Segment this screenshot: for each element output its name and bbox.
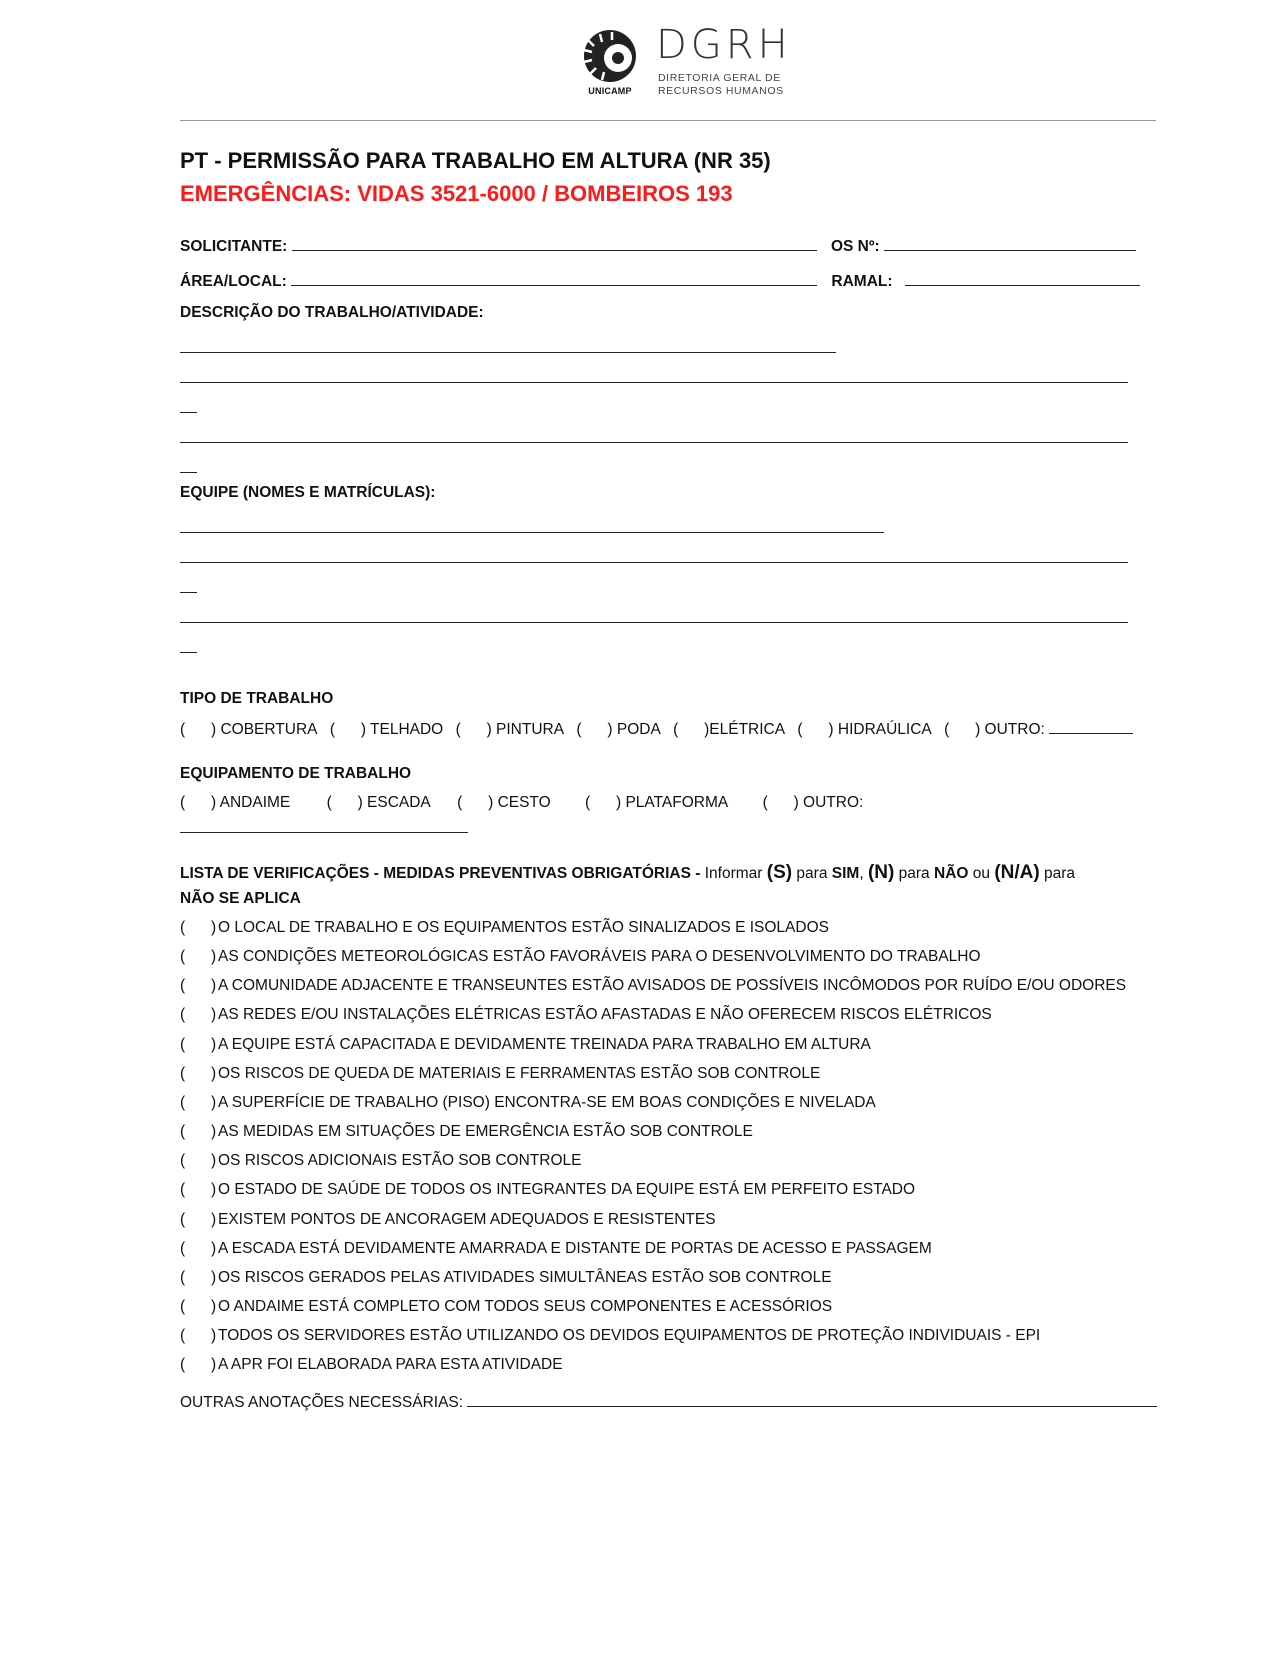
team-line-1[interactable] [180, 532, 884, 533]
work-type-outro[interactable]: ( ) OUTRO: [944, 719, 1133, 739]
team-line-3-wrap [180, 652, 197, 653]
work-type-pintura[interactable]: ( ) PINTURA [455, 721, 565, 738]
notes-row [180, 1392, 1157, 1412]
description-label: DESCRIÇÃO DO TRABALHO/ATIVIDADE: [180, 304, 484, 321]
team-line-3[interactable] [180, 622, 1128, 623]
ramal-label: RAMAL: [831, 273, 893, 290]
checklist-item[interactable]: ( ) O ANDAIME ESTÁ COMPLETO COM TODOS SEUS COMPONENTES E ACESSÓRIOS [180, 1298, 833, 1315]
checklist-item[interactable]: ( ) EXISTEM PONTOS DE ANCORAGEM ADEQUADOS E RESISTENTES [180, 1211, 716, 1228]
notes-field[interactable] [467, 1392, 1157, 1407]
area-row [180, 271, 1140, 291]
logo-subtitle-1: DIRETORIA GERAL DE [658, 72, 781, 84]
checklist-s: (S) [766, 862, 793, 883]
equipment-options [180, 794, 863, 812]
equipment-outro-field[interactable] [180, 832, 468, 833]
logo-subtitle-2: RECURSOS HUMANOS [658, 85, 784, 97]
checklist-para-3: para [1044, 865, 1076, 882]
description-line-2[interactable] [180, 382, 1128, 383]
team-line-2[interactable] [180, 562, 1128, 563]
logo-institution: UNICAMP [588, 86, 632, 96]
description-line-2-wrap [180, 412, 197, 413]
checklist-ou: ou [972, 865, 991, 882]
logo-acronym: DGRH [656, 22, 792, 68]
header-divider [180, 120, 1156, 121]
checklist-item[interactable]: ( ) O ESTADO DE SAÚDE DE TODOS OS INTEGRANTES DA EQUIPE ESTÁ EM PERFEITO ESTADO [180, 1181, 916, 1198]
checklist-sim: SIM [831, 865, 860, 882]
checklist-heading [180, 862, 1075, 884]
os-label: OS Nº: [830, 238, 880, 255]
dgrh-logo [580, 22, 800, 100]
checklist-item[interactable]: ( ) O LOCAL DE TRABALHO E OS EQUIPAMENTOS ESTÃO SINALIZADOS E ISOLADOS [180, 919, 829, 936]
checklist-para-2: para [898, 865, 930, 882]
description-line-1[interactable] [180, 352, 836, 353]
checklist-item[interactable]: ( ) A SUPERFÍCIE DE TRABALHO (PISO) ENCONTRA-SE EM BOAS CONDIÇÕES E NIVELADA [180, 1094, 876, 1111]
equipment-cesto[interactable]: ( ) CESTO [457, 794, 551, 811]
form-title: PT - PERMISSÃO PARA TRABALHO EM ALTURA (NR 35) [180, 148, 771, 173]
notes-label: OUTRAS ANOTAÇÕES NECESSÁRIAS: [180, 1394, 464, 1411]
description-line-3[interactable] [180, 442, 1128, 443]
equipment-heading: EQUIPAMENTO DE TRABALHO [180, 765, 412, 782]
checklist-na: (N/A) [994, 862, 1040, 883]
team-label: EQUIPE (NOMES E MATRÍCULAS): [180, 484, 436, 501]
equipment-escada[interactable]: ( ) ESCADA [326, 794, 431, 811]
requester-row [180, 236, 1136, 256]
work-type-heading: TIPO DE TRABALHO [180, 690, 334, 707]
checklist-comma: , [859, 865, 864, 882]
area-field[interactable] [291, 271, 817, 286]
checklist-para-1: para [796, 865, 828, 882]
work-type-eletrica[interactable]: ( )ELÉTRICA [673, 721, 786, 738]
ramal-field[interactable] [905, 271, 1140, 286]
checklist-item[interactable]: ( ) AS REDES E/OU INSTALAÇÕES ELÉTRICAS ESTÃO AFASTADAS E NÃO OFERECEM RISCOS ELÉTRICOS [180, 1006, 992, 1023]
checklist-inform: Informar [704, 865, 763, 882]
requester-label: SOLICITANTE: [180, 238, 288, 255]
checklist-item[interactable]: ( ) AS CONDIÇÕES METEOROLÓGICAS ESTÃO FAVORÁVEIS PARA O DESENVOLVIMENTO DO TRABALHO [180, 948, 981, 965]
checklist-nao: NÃO [934, 865, 969, 882]
checklist-na-label: NÃO SE APLICA [180, 890, 301, 907]
work-type-poda[interactable]: ( ) PODA [576, 721, 661, 738]
equipment-andaime[interactable]: ( ) ANDAIME [180, 794, 291, 811]
work-type-hidraulica[interactable]: ( ) HIDRAÚLICA [797, 721, 932, 738]
requester-field[interactable] [292, 236, 817, 251]
checklist-item[interactable]: ( ) A ESCADA ESTÁ DEVIDAMENTE AMARRADA E DISTANTE DE PORTAS DE ACESSO E PASSAGEM [180, 1240, 932, 1257]
checklist-item[interactable]: ( ) A COMUNIDADE ADJACENTE E TRANSEUNTES ESTÃO AVISADOS DE POSSÍVEIS INCÔMODOS POR RUÍDO E/OU ODORES [180, 977, 1127, 994]
checklist-title: LISTA DE VERIFICAÇÕES - MEDIDAS PREVENTIVAS OBRIGATÓRIAS - [180, 865, 701, 882]
checklist-item[interactable]: ( ) A APR FOI ELABORADA PARA ESTA ATIVIDADE [180, 1356, 563, 1373]
checklist-item[interactable]: ( ) A EQUIPE ESTÁ CAPACITADA E DEVIDAMENTE TREINADA PARA TRABALHO EM ALTURA [180, 1036, 871, 1053]
equipment-outro[interactable]: ( ) OUTRO: [762, 794, 864, 811]
equipment-plataforma[interactable]: ( ) PLATAFORMA [585, 794, 729, 811]
work-type-options [180, 719, 1133, 739]
checklist-item[interactable]: ( ) OS RISCOS GERADOS PELAS ATIVIDADES SIMULTÂNEAS ESTÃO SOB CONTROLE [180, 1269, 832, 1286]
description-line-3-wrap [180, 472, 197, 473]
os-field[interactable] [884, 236, 1136, 251]
work-type-telhado[interactable]: ( ) TELHADO [329, 721, 444, 738]
unicamp-seal-icon [580, 28, 640, 86]
checklist-item[interactable]: ( ) AS MEDIDAS EM SITUAÇÕES DE EMERGÊNCIA ESTÃO SOB CONTROLE [180, 1123, 753, 1140]
checklist-item[interactable]: ( ) OS RISCOS DE QUEDA DE MATERIAIS E FERRAMENTAS ESTÃO SOB CONTROLE [180, 1065, 821, 1082]
checklist-n: (N) [867, 862, 895, 883]
team-line-2-wrap [180, 592, 197, 593]
checklist-item[interactable]: ( ) OS RISCOS ADICIONAIS ESTÃO SOB CONTROLE [180, 1152, 582, 1169]
checklist-item[interactable]: ( ) TODOS OS SERVIDORES ESTÃO UTILIZANDO OS DEVIDOS EQUIPAMENTOS DE PROTEÇÃO INDIVIDUAIS - EPI [180, 1327, 1041, 1344]
area-label: ÁREA/LOCAL: [180, 273, 287, 290]
work-type-cobertura[interactable]: ( ) COBERTURA [180, 721, 318, 738]
emergency-contacts: EMERGÊNCIAS: VIDAS 3521-6000 / BOMBEIROS 193 [180, 181, 733, 206]
